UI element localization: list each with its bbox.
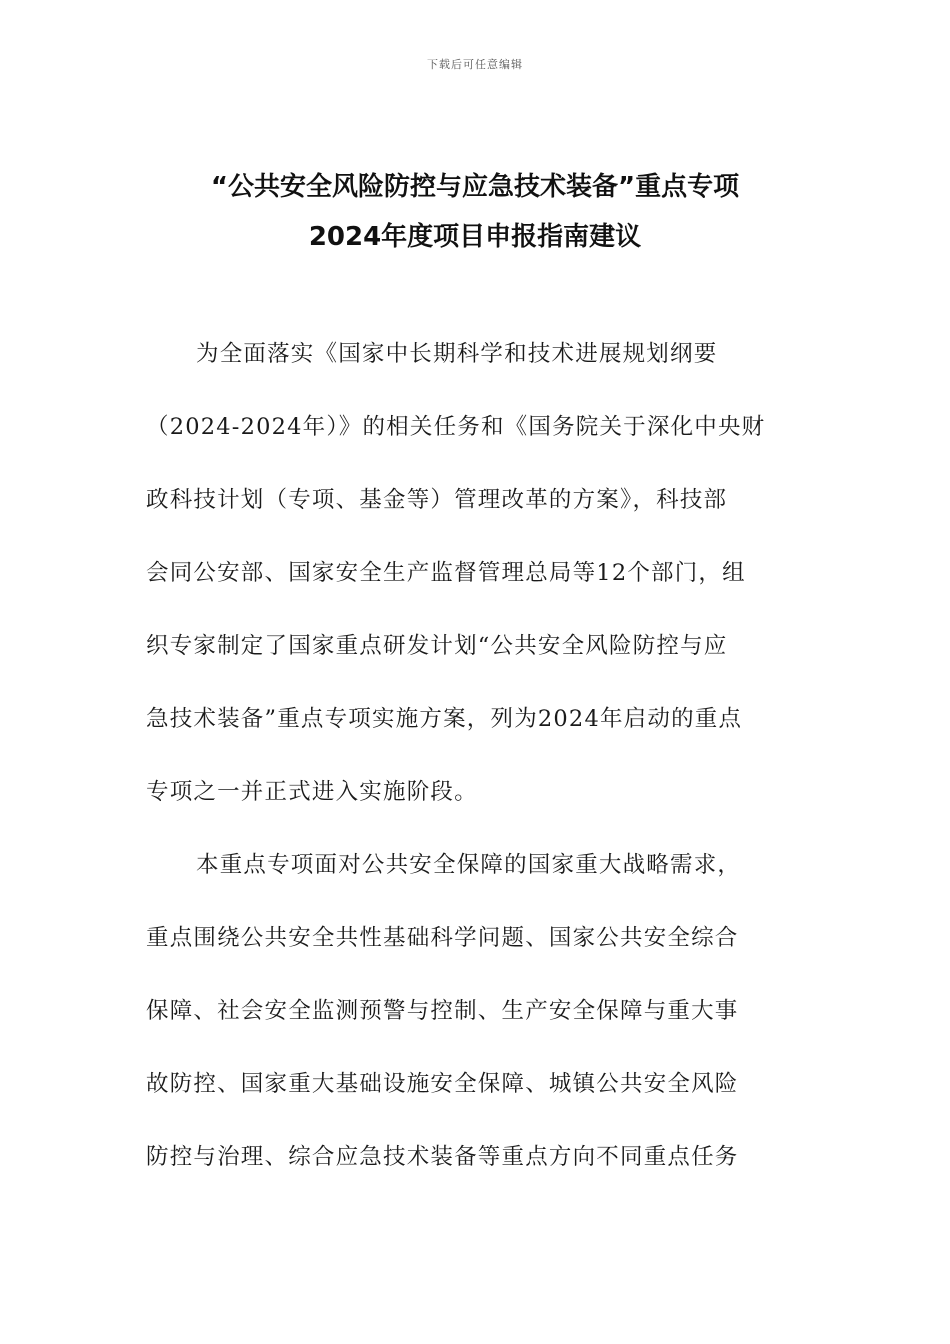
- header-note: 下载后可任意编辑: [427, 58, 523, 71]
- paragraph-line: 为全面落实《国家中长期科学和技术进展规划纲要: [196, 341, 718, 367]
- paragraph-2: [146, 829, 806, 1194]
- paragraph-line: （2024-2024年）》的相关任务和《国务院关于深化中央财: [146, 414, 766, 440]
- paragraph-line: 专项之一并正式进入实施阶段。: [146, 779, 478, 805]
- paragraph-line: 防控与治理、综合应急技术装备等重点方向不同重点任务: [146, 1144, 739, 1170]
- paragraph-line: 会同公安部、国家安全生产监督管理总局等12个部门，组: [146, 560, 746, 586]
- paragraph-line: 本重点专项面对公共安全保障的国家重大战略需求，: [196, 852, 742, 878]
- paragraph-1: [146, 318, 806, 829]
- paragraph-line: 保障、社会安全监测预警与控制、生产安全保障与重大事: [146, 998, 739, 1024]
- title-line-2: 2024年度项目申报指南建议: [308, 222, 642, 252]
- paragraph-line: 政科技计划（专项、基金等）管理改革的方案》，科技部: [146, 487, 728, 513]
- paragraph-line: 织专家制定了国家重点研发计划“公共安全风险防控与应: [146, 633, 728, 659]
- document-body: [146, 318, 806, 1194]
- document-title: [60, 162, 890, 262]
- paragraph-line: 急技术装备”重点专项实施方案，列为2024年启动的重点: [146, 706, 743, 732]
- title-line-1: “公共安全风险防控与应急技术装备”重点专项: [210, 172, 740, 202]
- paragraph-line: 重点围绕公共安全共性基础科学问题、国家公共安全综合: [146, 925, 739, 951]
- paragraph-line: 故防控、国家重大基础设施安全保障、城镇公共安全风险: [146, 1071, 739, 1097]
